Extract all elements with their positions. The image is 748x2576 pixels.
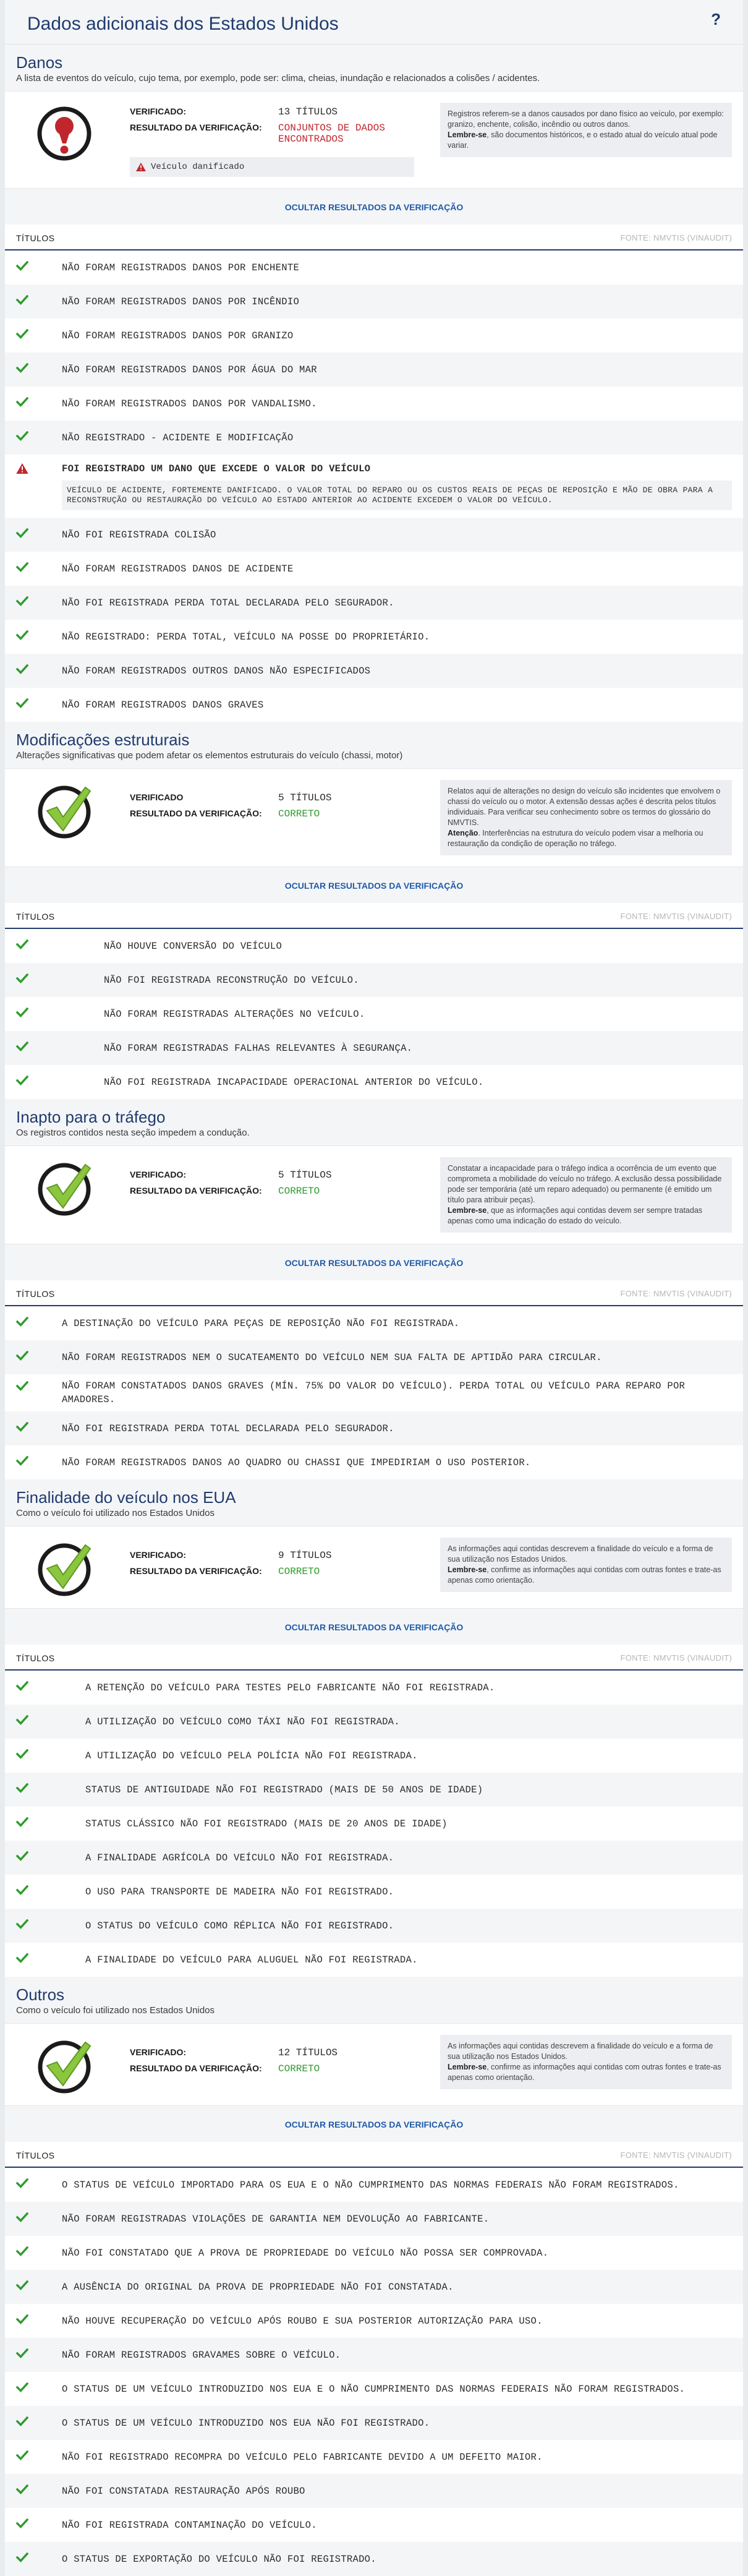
note-text: Relatos aqui de alterações no design do veículo são incidentes que envolvem o chassi do veículo ou o motor. A extensão dessas ações é descrita pelos títulos individuais. Para verificar seu conhecimento sobre os termos do glossário do NMVTIS. xyxy=(448,787,721,827)
result-row xyxy=(130,1186,440,1197)
source-column-header: FONTE: NMVTIS (VINAUDIT) xyxy=(620,912,732,921)
result-text: A UTILIZAÇÃO DO VEÍCULO PELA POLÍCIA NÃO FOI REGISTRADA. xyxy=(85,1750,418,1761)
result-row xyxy=(5,997,743,1031)
result-text: FOI REGISTRADO UM DANO QUE EXCEDE O VALOR DO VEÍCULO xyxy=(62,463,371,474)
result-row xyxy=(5,929,743,963)
verified-row xyxy=(130,2047,440,2058)
note-text: As informações aqui contidas descrevem a finalidade do veículo e a forma de sua utilização nos Estados Unidos. xyxy=(448,1544,713,1564)
result-value: CORRETO xyxy=(278,1566,320,1577)
section-title: Finalidade do veículo nos EUA xyxy=(16,1488,236,1507)
section-header xyxy=(5,722,743,768)
verified-label: VERIFICADO: xyxy=(130,106,186,116)
hide-results-link[interactable]: OCULTAR RESULTADOS DA VERIFICAÇÃO xyxy=(284,881,464,891)
result-row xyxy=(5,1909,743,1943)
results-list xyxy=(5,1306,743,1479)
info-note xyxy=(440,1538,732,1592)
result-text: STATUS DE ANTIGUIDADE NÃO FOI REGISTRADO (MAIS DE 50 ANOS DE IDADE) xyxy=(85,1784,483,1795)
result-row xyxy=(5,2406,743,2440)
result-row xyxy=(130,808,440,819)
check-icon xyxy=(16,1317,30,1330)
result-row xyxy=(5,1705,743,1739)
check-icon xyxy=(16,1351,30,1364)
result-text: NÃO FORAM REGISTRADOS DANOS DE ACIDENTE xyxy=(62,563,294,575)
result-text: NÃO FOI REGISTRADA RECONSTRUÇÃO DO VEÍCULO. xyxy=(104,974,359,986)
verification-fields xyxy=(130,1157,440,1202)
check-icon xyxy=(16,528,30,541)
result-row xyxy=(130,2063,440,2074)
check-icon xyxy=(16,698,30,711)
result-text: NÃO REGISTRADO: PERDA TOTAL, VEÍCULO NA POSSE DO PROPRIETÁRIO. xyxy=(62,631,430,643)
check-icon xyxy=(16,1008,30,1021)
source-column-header: FONTE: NMVTIS (VINAUDIT) xyxy=(620,1653,732,1662)
check-icon xyxy=(16,2314,30,2327)
result-row xyxy=(5,1943,743,1977)
verified-value: 5 TÍTULOS xyxy=(278,1170,332,1181)
result-row xyxy=(5,1031,743,1065)
info-note xyxy=(440,2035,732,2089)
result-text: NÃO FOI REGISTRADA INCAPACIDADE OPERACIONAL ANTERIOR DO VEÍCULO. xyxy=(104,1076,484,1088)
check-icon xyxy=(16,630,30,643)
section-subtitle: Os registros contidos nesta seção impedem a condução. xyxy=(16,1128,250,1138)
note-tail: . Interferências na estrutura do veículo podem visar a melhoria ou restauração da condição de operação no tráfego. xyxy=(448,829,703,848)
check-icon xyxy=(16,1749,30,1762)
warning-triangle-icon xyxy=(136,163,146,171)
result-text: O STATUS DE UM VEÍCULO INTRODUZIDO NOS EUA E O NÃO CUMPRIMENTO DAS NORMAS FEDERAIS NÃO FORAM REGISTRADOS. xyxy=(62,2383,686,2395)
check-icon xyxy=(16,261,30,274)
check-icon xyxy=(16,596,30,609)
verified-label: VERIFICADO: xyxy=(130,1170,186,1179)
verification-fields xyxy=(130,780,440,824)
check-icon xyxy=(16,1042,30,1055)
result-row xyxy=(130,1566,440,1577)
note-tail: , confirme as informações aqui contidas com outras fontes e trate-as apenas como orientação. xyxy=(448,1565,721,1585)
warning-triangle-icon xyxy=(16,462,30,477)
verification-summary xyxy=(5,1145,743,1244)
check-icon xyxy=(16,363,30,376)
verified-label: VERIFICADO: xyxy=(130,2047,186,2057)
result-text: A UTILIZAÇÃO DO VEÍCULO COMO TÁXI NÃO FOI REGISTRADA. xyxy=(85,1716,400,1727)
source-column-header: FONTE: NMVTIS (VINAUDIT) xyxy=(620,233,732,242)
result-row xyxy=(5,319,743,353)
hide-results-link[interactable]: OCULTAR RESULTADOS DA VERIFICAÇÃO xyxy=(284,202,464,212)
result-row xyxy=(5,1671,743,1705)
result-row xyxy=(5,2236,743,2270)
verification-summary xyxy=(5,2023,743,2106)
section-unfit-for-traffic xyxy=(5,1099,743,1479)
result-row xyxy=(5,518,743,552)
result-text: A DESTINAÇÃO DO VEÍCULO PARA PEÇAS DE REPOSIÇÃO NÃO FOI REGISTRADA. xyxy=(62,1317,460,1329)
titles-column-header: TÍTULOS xyxy=(16,233,55,243)
result-text: O STATUS DO VEÍCULO COMO RÉPLICA NÃO FOI REGISTRADO. xyxy=(85,1920,394,1932)
report-page xyxy=(5,0,743,2576)
result-label: RESULTADO DA VERIFICAÇÃO: xyxy=(130,122,262,132)
result-text: NÃO FORAM CONSTATADOS DANOS GRAVES (MÍN. 75% DO VALOR DO VEÍCULO). PERDA TOTAL OU VEÍCULO PARA REPARO POR AMADORES. xyxy=(62,1380,686,1405)
result-label: RESULTADO DA VERIFICAÇÃO: xyxy=(130,808,262,818)
result-row xyxy=(5,1306,743,1340)
check-icon xyxy=(16,1953,30,1966)
result-text: NÃO FORAM REGISTRADOS DANOS POR ENCHENTE xyxy=(62,262,300,273)
verification-fields xyxy=(130,1538,440,1582)
result-row xyxy=(5,2372,743,2406)
help-icon[interactable]: ? xyxy=(711,10,721,28)
section-subtitle: Como o veículo foi utilizado nos Estados Unidos xyxy=(16,2005,215,2016)
result-row xyxy=(5,1374,743,1411)
verification-summary xyxy=(5,91,743,189)
section-others xyxy=(5,1977,743,2576)
note-bold: Atenção xyxy=(448,829,478,837)
check-icon xyxy=(16,431,30,444)
result-text: NÃO HOUVE RECUPERAÇÃO DO VEÍCULO APÓS ROUBO E SUA POSTERIOR AUTORIZAÇÃO PARA USO. xyxy=(62,2315,543,2327)
page-title: Dados adicionais dos Estados Unidos xyxy=(27,14,339,34)
result-text: NÃO FORAM REGISTRADOS NEM O SUCATEAMENTO DO VEÍCULO NEM SUA FALTA DE APTIDÃO PARA CIRCULAR. xyxy=(62,1351,602,1363)
result-value: CORRETO xyxy=(278,1186,320,1197)
verified-row xyxy=(130,106,440,118)
check-circle-icon xyxy=(36,1160,93,1217)
check-icon xyxy=(16,2178,30,2191)
hide-results-link[interactable]: OCULTAR RESULTADOS DA VERIFICAÇÃO xyxy=(284,1258,464,1268)
result-text: A FINALIDADE DO VEÍCULO PARA ALUGUEL NÃO FOI REGISTRADA. xyxy=(85,1954,418,1966)
check-icon xyxy=(16,1715,30,1728)
info-note xyxy=(440,780,732,855)
info-note xyxy=(440,1157,732,1233)
section-damage xyxy=(5,45,743,722)
result-row xyxy=(5,285,743,319)
result-row xyxy=(5,353,743,387)
result-row xyxy=(5,2474,743,2508)
check-circle-icon xyxy=(36,1540,93,1597)
result-text: A FINALIDADE AGRÍCOLA DO VEÍCULO NÃO FOI REGISTRADA. xyxy=(85,1852,394,1864)
note-bold: Lembre-se xyxy=(448,2063,487,2071)
result-row xyxy=(5,421,743,455)
result-text: A AUSÊNCIA DO ORIGINAL DA PROVA DE PROPRIEDADE NÃO FOI CONSTATADA. xyxy=(62,2281,454,2293)
result-row xyxy=(5,2440,743,2474)
check-icon xyxy=(16,2280,30,2293)
result-row xyxy=(5,1445,743,1479)
verification-summary xyxy=(5,768,743,867)
result-text: NÃO FOI REGISTRADA COLISÃO xyxy=(62,529,216,541)
check-icon xyxy=(16,562,30,575)
check-icon xyxy=(16,1783,30,1796)
check-icon xyxy=(16,295,30,308)
check-icon xyxy=(16,2348,30,2361)
result-text: NÃO FORAM REGISTRADOS DANOS POR ÁGUA DO MAR xyxy=(62,364,317,375)
hide-results-link[interactable]: OCULTAR RESULTADOS DA VERIFICAÇÃO xyxy=(284,2120,464,2129)
source-column-header: FONTE: NMVTIS (VINAUDIT) xyxy=(620,2150,732,2160)
result-text: O STATUS DE EXPORTAÇÃO DO VEÍCULO NÃO FOI REGISTRADO. xyxy=(62,2553,376,2565)
result-value: CORRETO xyxy=(278,2063,320,2074)
note-tail: , que as informações aqui contidas devem ser sempre tratadas apenas como uma indicação do estado do veículo. xyxy=(448,1206,703,1225)
section-title: Outros xyxy=(16,1985,65,2004)
check-icon xyxy=(16,2450,30,2463)
verified-value: 9 TÍTULOS xyxy=(278,1550,332,1561)
check-icon xyxy=(16,1456,30,1469)
verified-label: VERIFICADO: xyxy=(130,1550,186,1560)
result-row xyxy=(5,2168,743,2202)
check-icon xyxy=(16,1885,30,1898)
results-table-header xyxy=(5,2142,743,2168)
titles-column-header: TÍTULOS xyxy=(16,912,55,922)
result-text: NÃO FOI REGISTRADO RECOMPRA DO VEÍCULO PELO FABRICANTE DEVIDO A UM DEFEITO MAIOR. xyxy=(62,2451,543,2463)
result-row xyxy=(5,2542,743,2576)
results-list xyxy=(5,2168,743,2576)
warning-detail: VEÍCULO DE ACIDENTE, FORTEMENTE DANIFICADO. O VALOR TOTAL DO REPARO OU OS CUSTOS REAIS DE PEÇAS DE REPOSIÇÃO E MÃO DE OBRA PARA A RECONSTRUÇÃO OU RESTAURAÇÃO DO VEÍCULO AO ESTADO ANTERIOR AO ACIDENTE EXCEDEM O VALOR DO VEÍCULO. xyxy=(62,481,732,510)
note-bold: Lembre-se xyxy=(448,131,487,139)
result-row xyxy=(5,1340,743,1374)
titles-column-header: TÍTULOS xyxy=(16,2150,55,2160)
result-text: O USO PARA TRANSPORTE DE MADEIRA NÃO FOI REGISTRADO. xyxy=(85,1886,394,1898)
check-icon xyxy=(16,1422,30,1435)
verification-summary xyxy=(5,1526,743,1609)
result-text: NÃO FORAM REGISTRADOS DANOS POR GRANIZO xyxy=(62,330,294,341)
note-text: Constatar a incapacidade para o tráfego indica a ocorrência de um evento que comprometa a mobilidade do veículo no tráfego. A exclusão dessa possibilidade pode ser temporária (até um reparo adequado) ou permanente (é emitido um título para atribuir peças). xyxy=(448,1164,722,1204)
check-icon xyxy=(16,1919,30,1932)
section-subtitle: Alterações significativas que podem afetar os elementos estruturais do veículo (chassi, motor) xyxy=(16,750,403,761)
check-icon xyxy=(16,2552,30,2565)
result-row xyxy=(5,654,743,688)
check-icon xyxy=(16,939,30,952)
note-bold: Lembre-se xyxy=(448,1206,487,1215)
result-text: NÃO FOI REGISTRADA CONTAMINAÇÃO DO VEÍCULO. xyxy=(62,2519,317,2531)
result-text: O STATUS DE VEÍCULO IMPORTADO PARA OS EUA E O NÃO CUMPRIMENTO DAS NORMAS FEDERAIS NÃO FORAM REGISTRADOS. xyxy=(62,2179,679,2191)
result-text: NÃO FORAM REGISTRADAS VIOLAÇÕES DE GARANTIA NEM DEVOLUÇÃO AO FABRICANTE. xyxy=(62,2213,490,2225)
section-header xyxy=(5,1099,743,1145)
result-row xyxy=(5,963,743,997)
result-row xyxy=(5,1739,743,1773)
verified-value: 13 TÍTULOS xyxy=(278,106,338,118)
exclamation-warning-icon xyxy=(36,105,93,162)
titles-column-header: TÍTULOS xyxy=(16,1289,55,1299)
result-text: NÃO FORAM REGISTRADOS DANOS GRAVES xyxy=(62,699,264,711)
result-row xyxy=(5,387,743,421)
section-title: Inapto para o tráfego xyxy=(16,1108,166,1126)
result-row xyxy=(5,2202,743,2236)
source-column-header: FONTE: NMVTIS (VINAUDIT) xyxy=(620,1289,732,1298)
verification-fields xyxy=(130,103,440,177)
verified-row xyxy=(130,1550,440,1561)
verification-fields xyxy=(130,2035,440,2079)
section-header xyxy=(5,1977,743,2023)
result-row xyxy=(5,2304,743,2338)
note-bold: Lembre-se xyxy=(448,1565,487,1574)
note-tail: , são documentos históricos, e o estado atual do veículo atual pode variar. xyxy=(448,131,718,150)
damage-warning-chip xyxy=(130,157,414,177)
result-text: NÃO FORAM REGISTRADOS GRAVAMES SOBRE O VEÍCULO. xyxy=(62,2349,341,2361)
result-value: CONJUNTOS DE DADOS ENCONTRADOS xyxy=(278,122,385,145)
section-subtitle: A lista de eventos do veículo, cujo tema, por exemplo, pode ser: clima, cheias, inundação e relacionados a colisões / acidentes. xyxy=(16,73,540,83)
result-row xyxy=(5,1841,743,1875)
result-row xyxy=(5,2270,743,2304)
result-row xyxy=(5,620,743,654)
check-icon xyxy=(16,1379,30,1394)
results-table-header xyxy=(5,1280,743,1306)
verified-value: 12 TÍTULOS xyxy=(278,2047,338,2058)
verified-label: VERIFICADO xyxy=(130,792,184,802)
section-subtitle: Como o veículo foi utilizado nos Estados Unidos xyxy=(16,1508,215,1518)
check-icon xyxy=(16,1681,30,1694)
result-text: NÃO FOI CONSTATADO QUE A PROVA DE PROPRIEDADE DO VEÍCULO NÃO POSSA SER COMPROVADA. xyxy=(62,2247,549,2259)
result-row xyxy=(5,688,743,722)
check-icon xyxy=(16,973,30,986)
result-row xyxy=(5,2508,743,2542)
check-icon xyxy=(16,329,30,342)
page-header xyxy=(5,0,743,45)
info-note xyxy=(440,103,732,157)
check-circle-icon xyxy=(36,782,93,839)
result-text: NÃO FORAM REGISTRADOS DANOS POR VANDALISMO. xyxy=(62,398,317,409)
results-table-header xyxy=(5,225,743,250)
result-text: NÃO FORAM REGISTRADOS DANOS POR INCÊNDIO xyxy=(62,296,300,307)
verified-value: 5 TÍTULOS xyxy=(278,792,332,803)
check-icon xyxy=(16,2382,30,2395)
damage-warning-text: Veículo danificado xyxy=(151,162,245,172)
results-table-header xyxy=(5,903,743,929)
results-list xyxy=(5,1671,743,1977)
check-icon xyxy=(16,1076,30,1089)
result-text: NÃO FORAM REGISTRADOS DANOS AO QUADRO OU CHASSI QUE IMPEDIRIAM O USO POSTERIOR. xyxy=(62,1457,531,1468)
result-label: RESULTADO DA VERIFICAÇÃO: xyxy=(130,1186,262,1196)
section-title: Danos xyxy=(16,53,63,72)
note-tail: , confirme as informações aqui contidas com outras fontes e trate-as apenas como orientação. xyxy=(448,2063,721,2082)
result-row-warning xyxy=(5,455,743,518)
result-label: RESULTADO DA VERIFICAÇÃO: xyxy=(130,1566,262,1576)
result-row xyxy=(5,250,743,285)
section-header xyxy=(5,1479,743,1526)
result-value: CORRETO xyxy=(278,808,320,819)
check-icon xyxy=(16,1817,30,1830)
result-row xyxy=(130,122,440,145)
verified-row xyxy=(130,792,440,803)
verified-row xyxy=(130,1170,440,1181)
result-text: NÃO FORAM REGISTRADOS OUTROS DANOS NÃO ESPECIFICADOS xyxy=(62,665,371,677)
note-text: Registros referem-se a danos causados por dano físico ao veículo, por exemplo: granizo, enchente, colisão, incêndio ou outros danos. xyxy=(448,109,724,129)
section-title: Modificações estruturais xyxy=(16,730,190,749)
result-row xyxy=(5,586,743,620)
section-structural-modifications xyxy=(5,722,743,1099)
result-row xyxy=(5,1411,743,1445)
result-text: NÃO HOUVE CONVERSÃO DO VEÍCULO xyxy=(104,940,283,952)
result-text: A RETENÇÃO DO VEÍCULO PARA TESTES PELO FABRICANTE NÃO FOI REGISTRADA. xyxy=(85,1682,495,1693)
result-text: NÃO FOI REGISTRADA PERDA TOTAL DECLARADA PELO SEGURADOR. xyxy=(62,597,394,609)
check-icon xyxy=(16,2416,30,2429)
result-row xyxy=(5,2338,743,2372)
section-header xyxy=(5,45,743,91)
result-row xyxy=(5,1773,743,1807)
result-row xyxy=(5,1065,743,1099)
check-icon xyxy=(16,397,30,410)
check-icon xyxy=(16,2518,30,2531)
titles-column-header: TÍTULOS xyxy=(16,1653,55,1663)
results-table-header xyxy=(5,1645,743,1671)
result-row xyxy=(5,1807,743,1841)
check-icon xyxy=(16,2484,30,2497)
results-list xyxy=(5,929,743,1099)
note-text: As informações aqui contidas descrevem a finalidade do veículo e a forma de sua utilização nos Estados Unidos. xyxy=(448,2042,713,2061)
result-text: O STATUS DE UM VEÍCULO INTRODUZIDO NOS EUA NÃO FOI REGISTRADO. xyxy=(62,2417,430,2429)
result-row xyxy=(5,552,743,586)
results-list xyxy=(5,250,743,722)
result-text: NÃO FORAM REGISTRADAS ALTERAÇÕES NO VEÍCULO. xyxy=(104,1008,365,1020)
result-label: RESULTADO DA VERIFICAÇÃO: xyxy=(130,2063,262,2073)
result-text: NÃO FOI REGISTRADA PERDA TOTAL DECLARADA PELO SEGURADOR. xyxy=(62,1423,394,1434)
result-text: NÃO FORAM REGISTRADAS FALHAS RELEVANTES À SEGURANÇA. xyxy=(104,1042,413,1054)
check-icon xyxy=(16,2246,30,2259)
section-vehicle-purpose xyxy=(5,1479,743,1977)
hide-results-link[interactable]: OCULTAR RESULTADOS DA VERIFICAÇÃO xyxy=(284,1622,464,1632)
result-text: NÃO FOI CONSTATADA RESTAURAÇÃO APÓS ROUBO xyxy=(62,2485,305,2497)
check-icon xyxy=(16,2212,30,2225)
check-circle-icon xyxy=(36,2037,93,2094)
check-icon xyxy=(16,664,30,677)
result-text: NÃO REGISTRADO - ACIDENTE E MODIFICAÇÃO xyxy=(62,432,294,443)
check-icon xyxy=(16,1851,30,1864)
result-text: STATUS CLÁSSICO NÃO FOI REGISTRADO (MAIS DE 20 ANOS DE IDADE) xyxy=(85,1818,448,1829)
result-row xyxy=(5,1875,743,1909)
